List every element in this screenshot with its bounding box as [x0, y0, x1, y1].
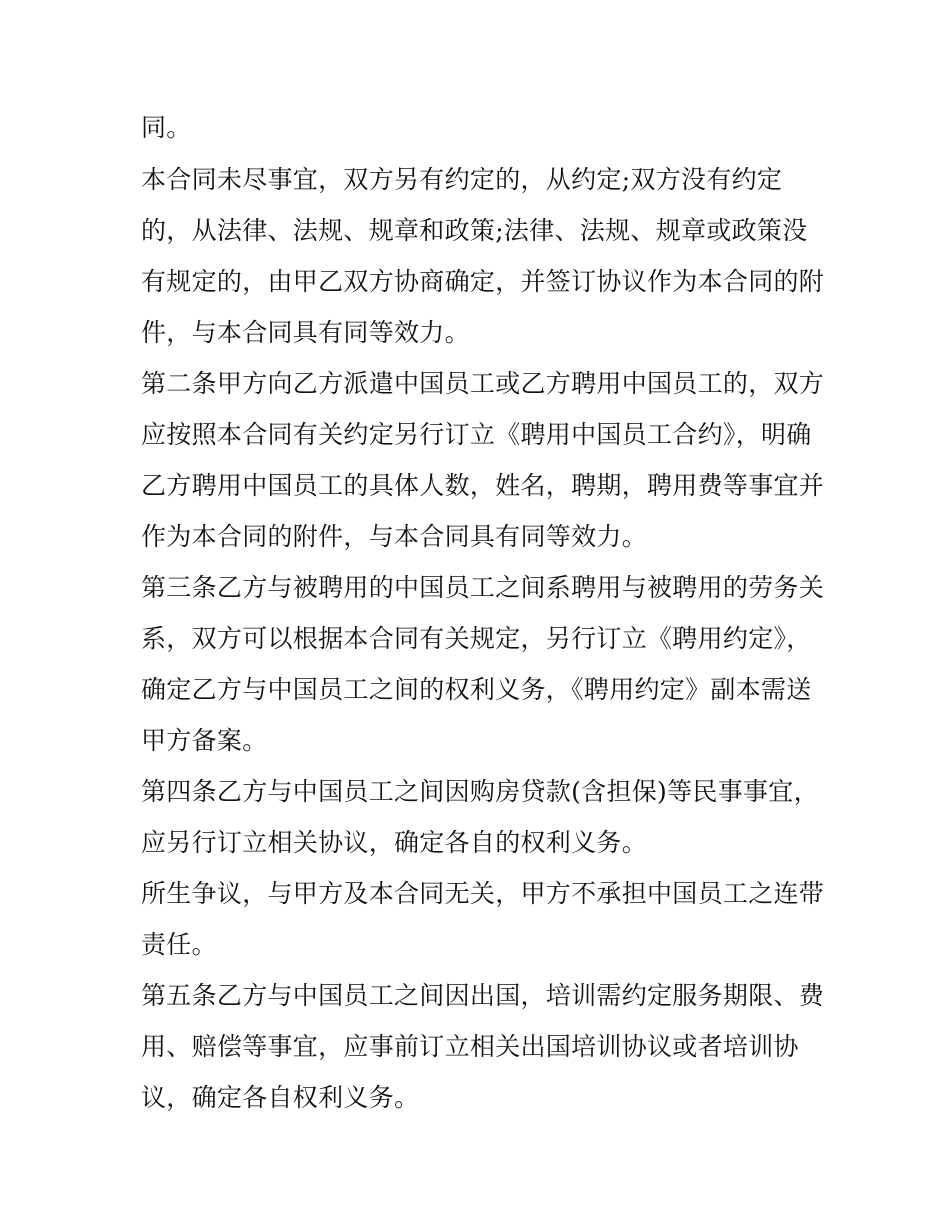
- text-line: 件，与本合同具有同等效力。: [141, 318, 470, 347]
- text-line: 应按照本合同有关约定另行订立《聘用中国员工合约》，明确: [141, 420, 812, 449]
- text-line: 责任。: [141, 930, 217, 959]
- text-line: 第三条乙方与被聘用的中国员工之间系聘用与被聘用的劳务关: [141, 573, 825, 602]
- text-line: 本合同未尽事宜，双方另有约定的，从约定;双方没有约定: [141, 165, 783, 194]
- text-line: 第五条乙方与中国员工之间因出国，培训需约定服务期限、费: [141, 981, 825, 1010]
- text-line: 议，确定各自权利义务。: [141, 1083, 420, 1112]
- text-line: 应另行订立相关协议，确定各自的权利义务。: [141, 828, 648, 857]
- text-line: 有规定的，由甲乙双方协商确定，并签订协议作为本合同的附: [141, 267, 825, 296]
- text-line: 所生争议，与甲方及本合同无关，甲方不承担中国员工之连带: [141, 879, 825, 908]
- text-line: 第二条甲方向乙方派遣中国员工或乙方聘用中国员工的，双方: [141, 369, 825, 398]
- text-line: 第四条乙方与中国员工之间因购房贷款(含担保)等民事事宜，: [141, 777, 819, 806]
- text-line: 用、赔偿等事宜，应事前订立相关出国培训协议或者培训协: [141, 1032, 799, 1061]
- text-line: 的，从法律、法规、规章和政策;法律、法规、规章或政策没: [141, 216, 808, 245]
- text-line: 乙方聘用中国员工的具体人数，姓名，聘期，聘用费等事宜并: [141, 471, 825, 500]
- text-line: 同。: [141, 113, 192, 142]
- text-line: 确定乙方与中国员工之间的权利义务，《聘用约定》副本需送: [141, 675, 812, 704]
- text-line: 作为本合同的附件，与本合同具有同等效力。: [141, 522, 648, 551]
- text-line: 甲方备案。: [141, 726, 268, 755]
- text-line: 系，双方可以根据本合同有关规定，另行订立《聘用约定》，: [141, 624, 812, 653]
